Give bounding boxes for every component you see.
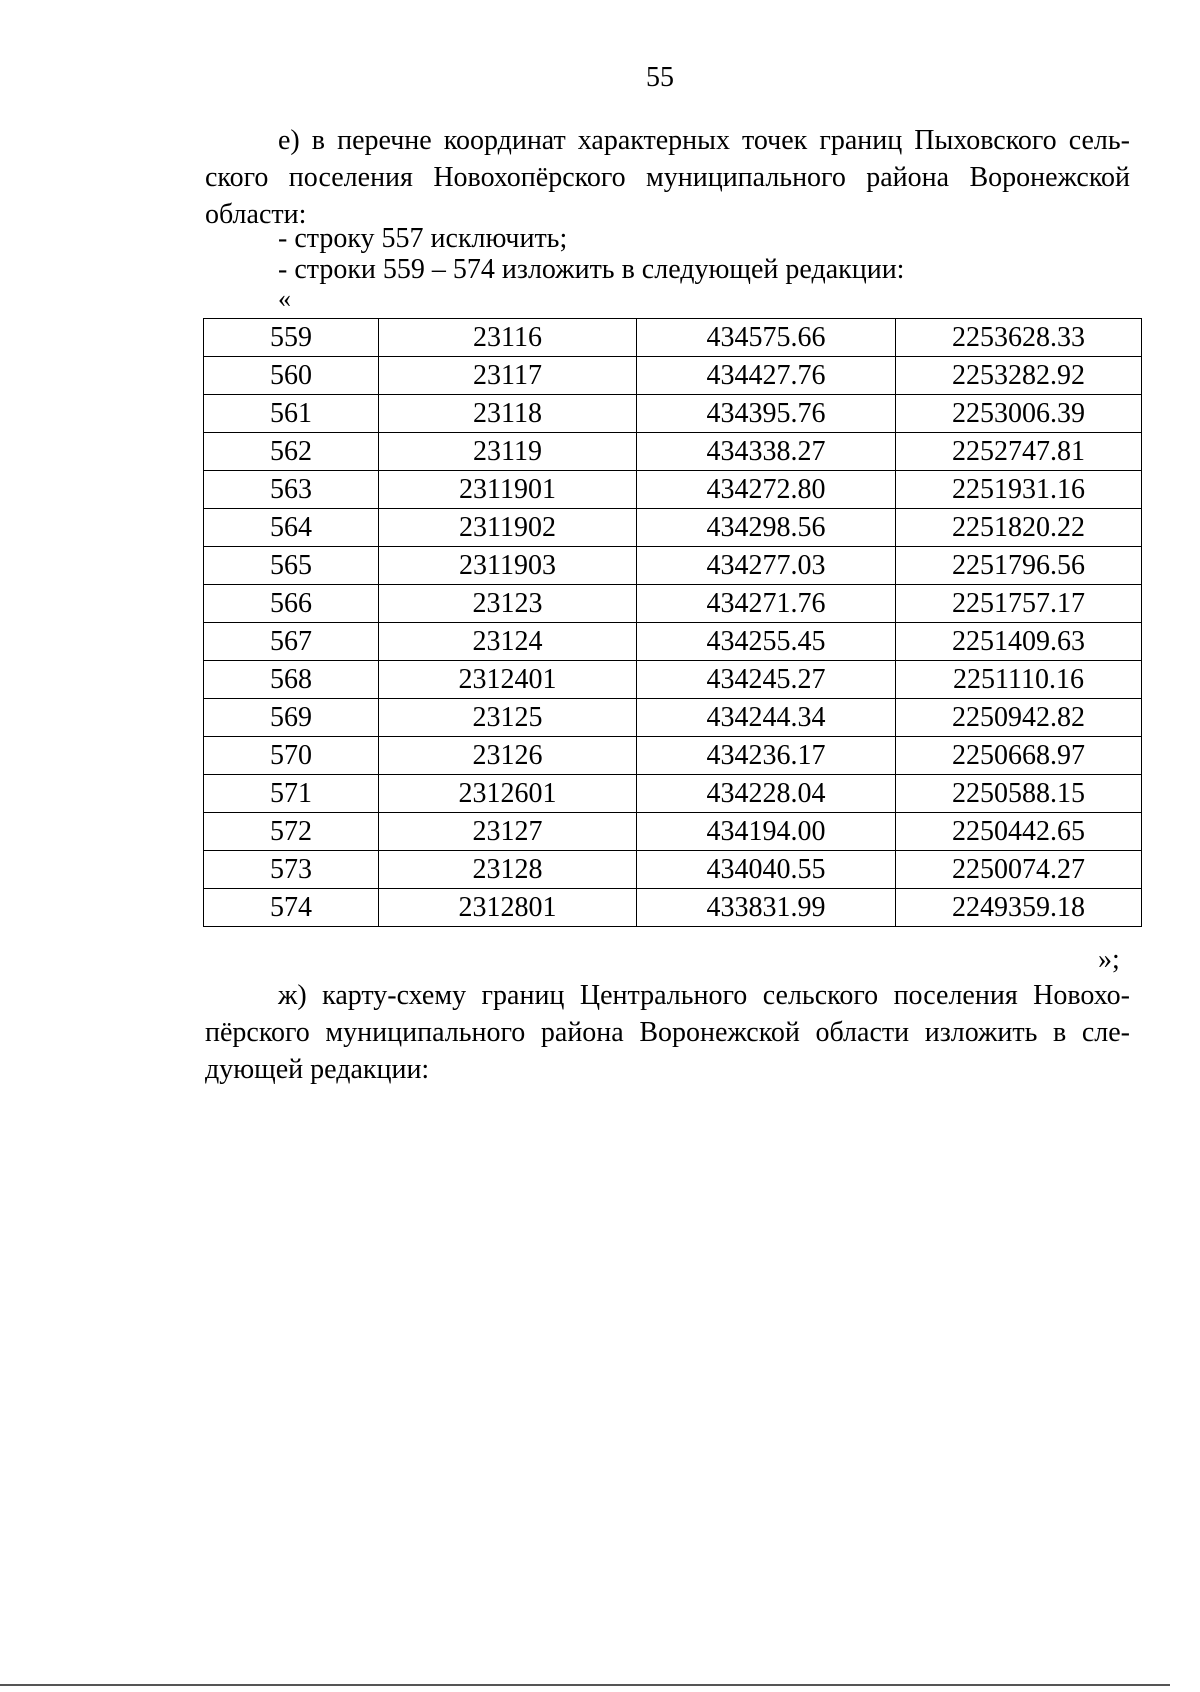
- paragraph-e-line-2: ского поселения Новохопёрского муниципального района Воронежской: [205, 162, 1130, 193]
- point-id-cell: 2311901: [379, 471, 637, 509]
- y-coordinate-cell: 2251757.17: [896, 585, 1142, 623]
- y-coordinate-cell: 2252747.81: [896, 433, 1142, 471]
- y-coordinate-cell: 2250442.65: [896, 813, 1142, 851]
- paragraph-zh-line-2: пёрского муниципального района Воронежской области изложить в сле-: [205, 1017, 1130, 1048]
- row-number-cell: 568: [204, 661, 379, 699]
- x-coordinate-cell: 434255.45: [637, 623, 896, 661]
- y-coordinate-cell: 2251931.16: [896, 471, 1142, 509]
- point-id-cell: 23127: [379, 813, 637, 851]
- row-number-cell: 566: [204, 585, 379, 623]
- row-number-cell: 573: [204, 851, 379, 889]
- x-coordinate-cell: 434427.76: [637, 357, 896, 395]
- point-id-cell: 23123: [379, 585, 637, 623]
- y-coordinate-cell: 2250588.15: [896, 775, 1142, 813]
- point-id-cell: 23126: [379, 737, 637, 775]
- y-coordinate-cell: 2251796.56: [896, 547, 1142, 585]
- table-row: [204, 357, 1142, 395]
- item-restate: - строки 559 – 574 изложить в следующей редакции:: [278, 254, 905, 285]
- x-coordinate-cell: 434245.27: [637, 661, 896, 699]
- table-row: [204, 547, 1142, 585]
- point-id-cell: 2312601: [379, 775, 637, 813]
- table-row: [204, 319, 1142, 357]
- y-coordinate-cell: 2253006.39: [896, 395, 1142, 433]
- table-row: [204, 585, 1142, 623]
- opening-quote: «: [278, 284, 291, 313]
- point-id-cell: 23125: [379, 699, 637, 737]
- table-row: [204, 471, 1142, 509]
- table-row: [204, 851, 1142, 889]
- table-row: [204, 623, 1142, 661]
- y-coordinate-cell: 2251110.16: [896, 661, 1142, 699]
- x-coordinate-cell: 434272.80: [637, 471, 896, 509]
- table-row: [204, 433, 1142, 471]
- row-number-cell: 569: [204, 699, 379, 737]
- paragraph-zh-line-1: ж) карту-схему границ Центрального сельского поселения Новохо-: [278, 980, 1130, 1011]
- row-number-cell: 564: [204, 509, 379, 547]
- table-row: [204, 889, 1142, 927]
- x-coordinate-cell: 433831.99: [637, 889, 896, 927]
- table-row: [204, 737, 1142, 775]
- coordinates-table-body: [204, 319, 1142, 927]
- y-coordinate-cell: 2249359.18: [896, 889, 1142, 927]
- closing-quote: »;: [1098, 944, 1120, 975]
- y-coordinate-cell: 2251409.63: [896, 623, 1142, 661]
- x-coordinate-cell: 434298.56: [637, 509, 896, 547]
- point-id-cell: 23116: [379, 319, 637, 357]
- y-coordinate-cell: 2253628.33: [896, 319, 1142, 357]
- x-coordinate-cell: 434277.03: [637, 547, 896, 585]
- x-coordinate-cell: 434338.27: [637, 433, 896, 471]
- row-number-cell: 559: [204, 319, 379, 357]
- x-coordinate-cell: 434244.34: [637, 699, 896, 737]
- y-coordinate-cell: 2250668.97: [896, 737, 1142, 775]
- page-bottom-rule: [0, 1684, 1170, 1686]
- coordinates-table: [203, 318, 1142, 927]
- page-number: 55: [646, 62, 674, 93]
- table-row: [204, 775, 1142, 813]
- x-coordinate-cell: 434236.17: [637, 737, 896, 775]
- point-id-cell: 23118: [379, 395, 637, 433]
- y-coordinate-cell: 2250074.27: [896, 851, 1142, 889]
- row-number-cell: 565: [204, 547, 379, 585]
- point-id-cell: 2312401: [379, 661, 637, 699]
- row-number-cell: 570: [204, 737, 379, 775]
- x-coordinate-cell: 434575.66: [637, 319, 896, 357]
- row-number-cell: 561: [204, 395, 379, 433]
- paragraph-e: [205, 122, 1130, 233]
- row-number-cell: 562: [204, 433, 379, 471]
- paragraph-e-line-3: области:: [205, 199, 307, 230]
- paragraph-zh-line-3: дующей редакции:: [205, 1054, 430, 1085]
- table-row: [204, 813, 1142, 851]
- item-exclude: - строку 557 исключить;: [278, 223, 568, 254]
- row-number-cell: 560: [204, 357, 379, 395]
- point-id-cell: 23117: [379, 357, 637, 395]
- y-coordinate-cell: 2251820.22: [896, 509, 1142, 547]
- point-id-cell: 23124: [379, 623, 637, 661]
- row-number-cell: 563: [204, 471, 379, 509]
- point-id-cell: 2311902: [379, 509, 637, 547]
- table-row: [204, 699, 1142, 737]
- point-id-cell: 2312801: [379, 889, 637, 927]
- x-coordinate-cell: 434194.00: [637, 813, 896, 851]
- table-row: [204, 395, 1142, 433]
- paragraph-zh: [205, 977, 1130, 1088]
- y-coordinate-cell: 2253282.92: [896, 357, 1142, 395]
- y-coordinate-cell: 2250942.82: [896, 699, 1142, 737]
- point-id-cell: 2311903: [379, 547, 637, 585]
- x-coordinate-cell: 434271.76: [637, 585, 896, 623]
- paragraph-e-line-1: е) в перечне координат характерных точек границ Пыховского сель-: [278, 125, 1130, 156]
- row-number-cell: 572: [204, 813, 379, 851]
- point-id-cell: 23119: [379, 433, 637, 471]
- table-row: [204, 509, 1142, 547]
- x-coordinate-cell: 434228.04: [637, 775, 896, 813]
- x-coordinate-cell: 434040.55: [637, 851, 896, 889]
- table-row: [204, 661, 1142, 699]
- row-number-cell: 574: [204, 889, 379, 927]
- row-number-cell: 571: [204, 775, 379, 813]
- x-coordinate-cell: 434395.76: [637, 395, 896, 433]
- point-id-cell: 23128: [379, 851, 637, 889]
- row-number-cell: 567: [204, 623, 379, 661]
